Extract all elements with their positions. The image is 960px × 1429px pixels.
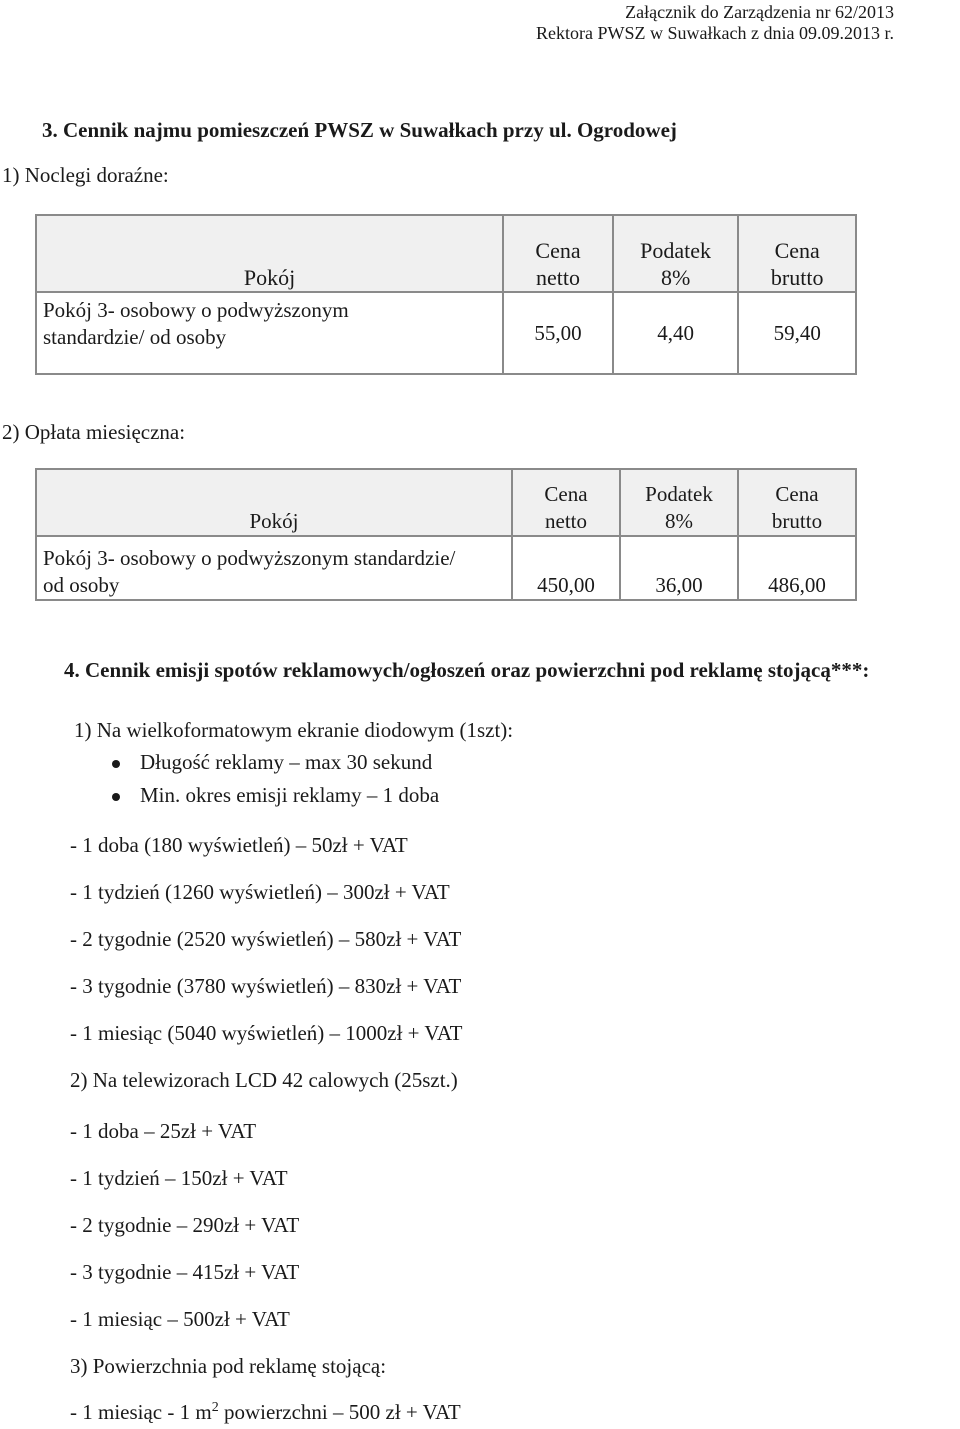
price-item: - 1 tydzień (1260 wyświetleń) – 300zł + VAT (70, 880, 450, 904)
table-monthly (35, 468, 857, 601)
bullet-item: Min. okres emisji reklamy – 1 doba (140, 783, 440, 807)
stand-price-suffix: powierzchni – 500 zł + VAT (218, 1400, 461, 1424)
price-item: - 1 tydzień – 150zł + VAT (70, 1166, 288, 1190)
section-3-title: 3. Cennik najmu pomieszczeń PWSZ w Suwałkach przy ul. Ogrodowej (42, 118, 677, 142)
value-brutto: 59,40 (738, 292, 856, 374)
attachment-header-line1: Załącznik do Zarządzenia nr 62/2013 (625, 2, 894, 22)
subsection-tv-title: 2) Na telewizorach LCD 42 calowych (25szt.) (70, 1068, 458, 1092)
subsection-stand-title: 3) Powierzchnia pod reklamę stojącą: (70, 1354, 387, 1378)
subsection-led-screen-title: 1) Na wielkoformatowym ekranie diodowym (1szt): (74, 718, 514, 742)
header-cena-brutto: Cena brutto (738, 469, 856, 536)
subsection-nocleg-title: 1) Noclegi doraźne: (2, 163, 169, 187)
price-item-stand (70, 1400, 461, 1425)
value-netto: 55,00 (503, 292, 613, 374)
header-pokoj: Pokój (36, 215, 503, 292)
header-cena-netto: Cena netto (503, 215, 613, 292)
subsection-monthly-title: 2) Opłata miesięczna: (2, 420, 186, 444)
header-cena-netto: Cena netto (512, 469, 620, 536)
header-podatek: Podatek 8% (620, 469, 738, 536)
header-cena-brutto: Cena brutto (738, 215, 856, 292)
price-item: - 2 tygodnie – 290zł + VAT (70, 1213, 300, 1237)
stand-price-prefix: - 1 miesiąc - 1 m (70, 1400, 212, 1424)
price-item: - 1 miesiąc – 500zł + VAT (70, 1307, 290, 1331)
bullet-icon (112, 760, 120, 768)
value-brutto: 486,00 (738, 536, 856, 600)
price-item: - 1 miesiąc (5040 wyświetleń) – 1000zł + VAT (70, 1021, 463, 1045)
price-item: - 3 tygodnie – 415zł + VAT (70, 1260, 300, 1284)
table-header-row (36, 215, 856, 292)
value-podatek: 36,00 (620, 536, 738, 600)
square-superscript: 2 (211, 1400, 219, 1415)
row-label: Pokój 3- osobowy o podwyższonym standardzie/ od osoby (36, 536, 512, 600)
table-row (36, 536, 856, 600)
attachment-header-line2: Rektora PWSZ w Suwałkach z dnia 09.09.2013 r. (536, 23, 894, 43)
price-item: - 3 tygodnie (3780 wyświetleń) – 830zł + VAT (70, 974, 462, 998)
table-row (36, 292, 856, 374)
header-pokoj: Pokój (36, 469, 512, 536)
section-4-title: 4. Cennik emisji spotów reklamowych/ogłoszeń oraz powierzchni pod reklamę stojącą***: (64, 658, 870, 682)
price-item: - 1 doba (180 wyświetleń) – 50zł + VAT (70, 833, 408, 857)
bullet-icon (112, 793, 120, 801)
value-podatek: 4,40 (613, 292, 739, 374)
table-header-row (36, 469, 856, 536)
price-item: - 1 doba – 25zł + VAT (70, 1119, 257, 1143)
header-podatek: Podatek 8% (613, 215, 739, 292)
table-nocleg (35, 214, 857, 375)
row-label: Pokój 3- osobowy o podwyższonym standardzie/ od osoby (36, 292, 503, 374)
price-item: - 2 tygodnie (2520 wyświetleń) – 580zł + VAT (70, 927, 462, 951)
bullet-item: Długość reklamy – max 30 sekund (140, 750, 433, 774)
value-netto: 450,00 (512, 536, 620, 600)
